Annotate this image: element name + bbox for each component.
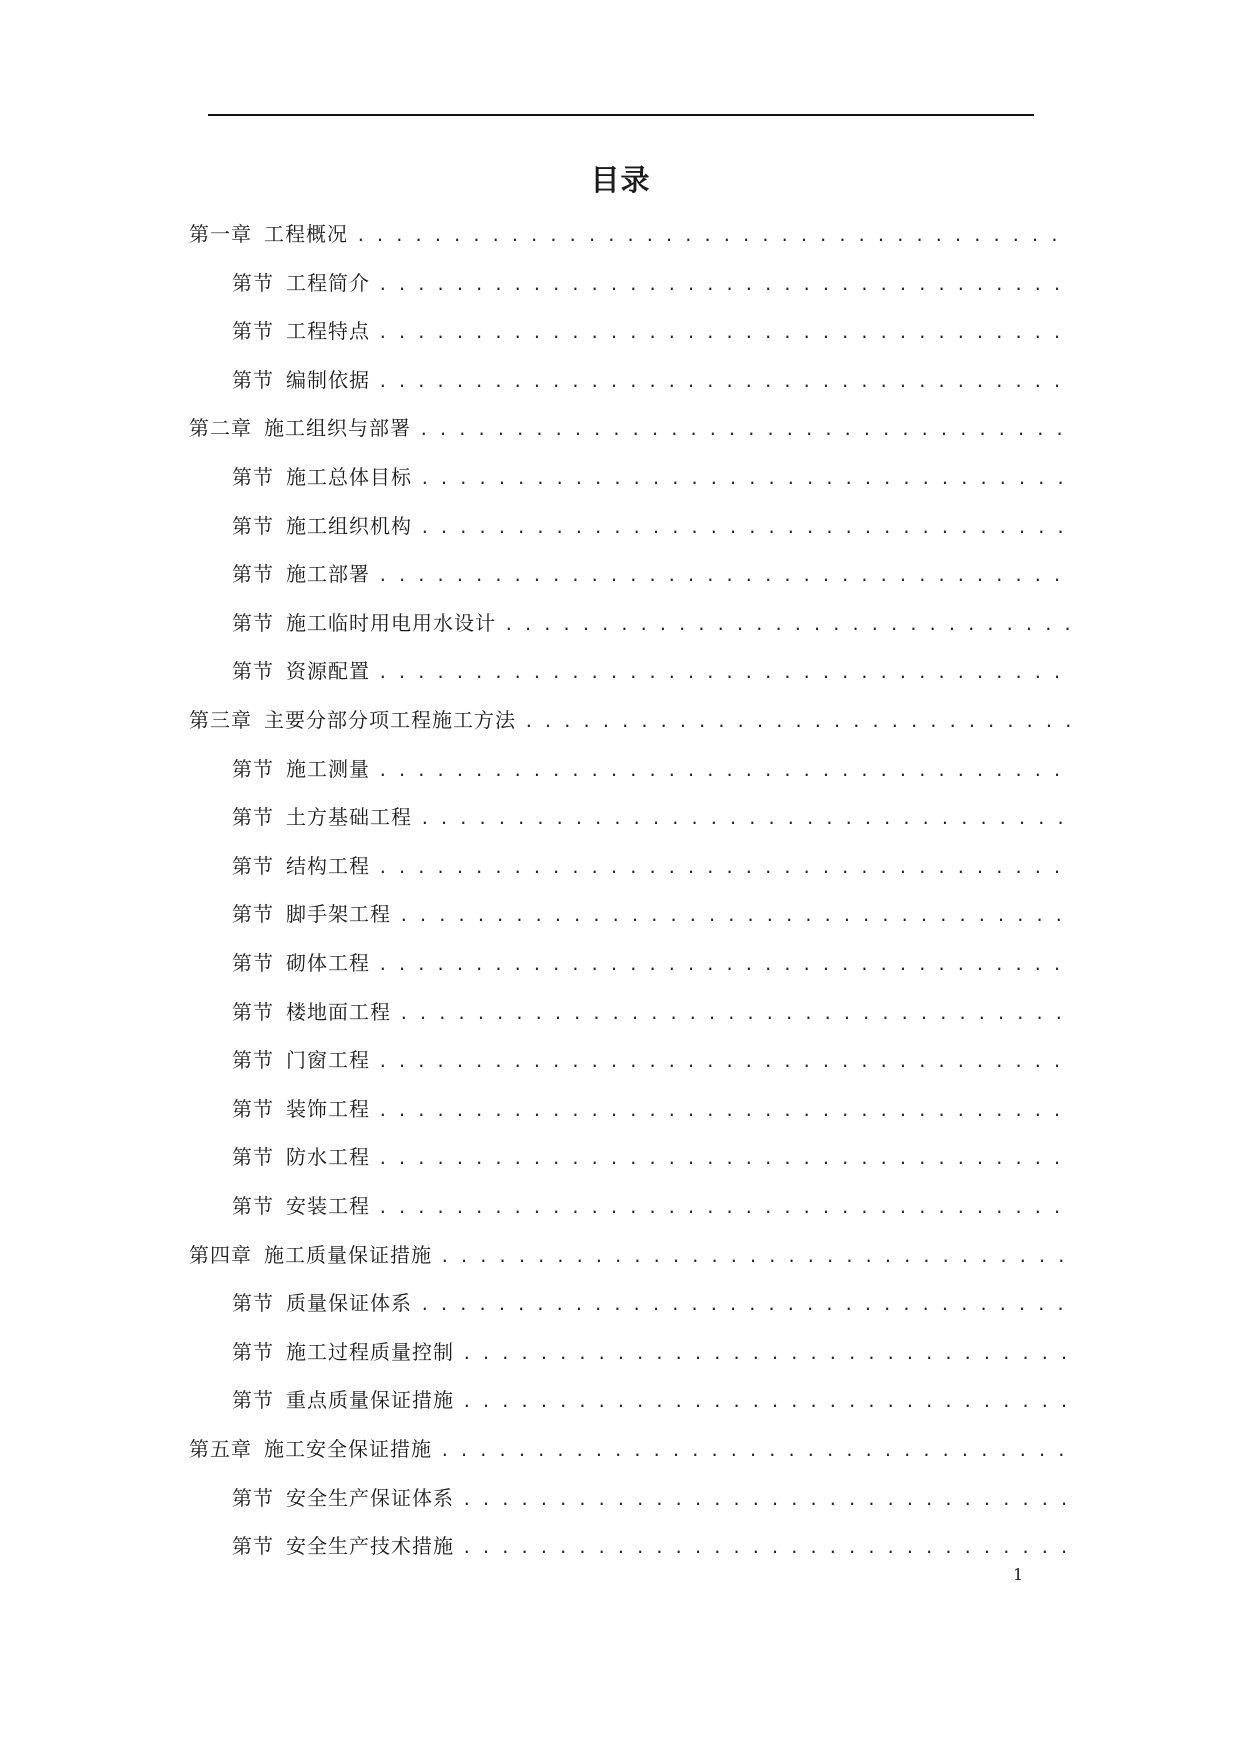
toc-dot-leader	[378, 950, 1070, 980]
page-number: 1	[1013, 1565, 1024, 1584]
toc-dot-leader	[378, 1193, 1070, 1223]
toc-entry-number: 第节	[232, 854, 274, 878]
toc-dot-leader	[420, 513, 1070, 543]
toc-section-entry[interactable]	[232, 754, 1070, 784]
page-title: 目录	[590, 163, 651, 197]
toc-entry-title: 工程概况	[264, 222, 348, 246]
toc-entry-number: 第节	[232, 368, 274, 392]
toc-entry-title: 主要分部分项工程施工方法	[264, 708, 516, 732]
toc-section-entry[interactable]	[232, 899, 1070, 929]
toc-section-entry[interactable]	[232, 802, 1070, 832]
toc-entry-title: 施工总体目标	[286, 465, 412, 489]
toc-entry-title: 资源配置	[286, 659, 370, 683]
toc-chapter-entry[interactable]	[189, 413, 1070, 443]
toc-entry-title: 重点质量保证措施	[286, 1388, 454, 1412]
toc-section-entry[interactable]	[232, 511, 1070, 541]
toc-dot-leader	[504, 610, 1070, 640]
toc-entry-title: 土方基础工程	[286, 805, 412, 829]
toc-entry-title: 安全生产技术措施	[286, 1534, 454, 1558]
toc-entry-number: 第节	[232, 1534, 274, 1558]
toc-entry-number: 第节	[232, 1291, 274, 1315]
toc-section-entry[interactable]	[232, 559, 1070, 589]
toc-entry-number: 第节	[232, 1145, 274, 1169]
toc-entry-number: 第五章	[189, 1437, 252, 1461]
toc-dot-leader	[378, 1096, 1070, 1126]
toc-entry-title: 工程特点	[286, 319, 370, 343]
toc-chapter-entry[interactable]	[189, 705, 1070, 735]
toc-entry-title: 质量保证体系	[286, 1291, 412, 1315]
toc-entry-number: 第三章	[189, 708, 252, 732]
toc-chapter-entry[interactable]	[189, 1434, 1070, 1464]
toc-entry-number: 第节	[232, 1340, 274, 1364]
toc-entry-title: 编制依据	[286, 368, 370, 392]
toc-entry-title: 施工安全保证措施	[264, 1437, 432, 1461]
toc-entry-title: 脚手架工程	[286, 902, 391, 926]
toc-entry-number: 第节	[232, 465, 274, 489]
toc-entry-number: 第节	[232, 1097, 274, 1121]
toc-entry-number: 第节	[232, 514, 274, 538]
toc-dot-leader	[399, 999, 1070, 1029]
toc-dot-leader	[378, 756, 1070, 786]
toc-dot-leader	[420, 804, 1070, 834]
toc-section-entry[interactable]	[232, 1288, 1070, 1318]
toc-entry-title: 结构工程	[286, 854, 370, 878]
toc-section-entry[interactable]	[232, 1191, 1070, 1221]
toc-entry-title: 装饰工程	[286, 1097, 370, 1121]
toc-entry-number: 第四章	[189, 1243, 252, 1267]
toc-entry-title: 防水工程	[286, 1145, 370, 1169]
toc-dot-leader	[524, 707, 1070, 737]
toc-entry-number: 第节	[232, 659, 274, 683]
toc-entry-number: 第节	[232, 1388, 274, 1412]
toc-dot-leader	[378, 1047, 1070, 1077]
toc-section-entry[interactable]	[232, 656, 1070, 686]
toc-dot-leader	[378, 270, 1070, 300]
toc-dot-leader	[378, 658, 1070, 688]
toc-entry-number: 第节	[232, 1000, 274, 1024]
toc-section-entry[interactable]	[232, 1531, 1070, 1561]
toc-dot-leader	[462, 1339, 1070, 1369]
toc-section-entry[interactable]	[232, 1045, 1070, 1075]
toc-entry-title: 门窗工程	[286, 1048, 370, 1072]
toc-dot-leader	[462, 1485, 1070, 1515]
toc-dot-leader	[440, 1436, 1070, 1466]
toc-entry-number: 第节	[232, 562, 274, 586]
toc-entry-number: 第一章	[189, 222, 252, 246]
toc-section-entry[interactable]	[232, 1385, 1070, 1415]
toc-dot-leader	[399, 901, 1070, 931]
toc-entry-number: 第节	[232, 319, 274, 343]
toc-entry-number: 第节	[232, 611, 274, 635]
toc-entry-number: 第二章	[189, 416, 252, 440]
toc-entry-title: 砌体工程	[286, 951, 370, 975]
toc-section-entry[interactable]	[232, 1094, 1070, 1124]
toc-entry-number: 第节	[232, 757, 274, 781]
toc-entry-number: 第节	[232, 805, 274, 829]
toc-section-entry[interactable]	[232, 608, 1070, 638]
toc-section-entry[interactable]	[232, 365, 1070, 395]
toc-dot-leader	[462, 1387, 1070, 1417]
toc-entry-number: 第节	[232, 271, 274, 295]
toc-dot-leader	[419, 415, 1070, 445]
toc-section-entry[interactable]	[232, 268, 1070, 298]
toc-entry-title: 施工组织机构	[286, 514, 412, 538]
toc-dot-leader	[356, 221, 1070, 251]
toc-entry-title: 施工过程质量控制	[286, 1340, 454, 1364]
toc-dot-leader	[378, 367, 1070, 397]
toc-section-entry[interactable]	[232, 1483, 1070, 1513]
toc-section-entry[interactable]	[232, 1142, 1070, 1172]
toc-section-entry[interactable]	[232, 316, 1070, 346]
toc-dot-leader	[378, 561, 1070, 591]
toc-dot-leader	[420, 1290, 1070, 1320]
toc-section-entry[interactable]	[232, 948, 1070, 978]
toc-dot-leader	[420, 464, 1070, 494]
toc-entry-title: 施工质量保证措施	[264, 1243, 432, 1267]
toc-chapter-entry[interactable]	[189, 1240, 1070, 1270]
toc-entry-number: 第节	[232, 902, 274, 926]
toc-section-entry[interactable]	[232, 997, 1070, 1027]
toc-section-entry[interactable]	[232, 1337, 1070, 1367]
toc-entry-number: 第节	[232, 1486, 274, 1510]
toc-section-entry[interactable]	[232, 851, 1070, 881]
toc-dot-leader	[440, 1242, 1070, 1272]
toc-dot-leader	[378, 853, 1070, 883]
toc-entry-title: 施工临时用电用水设计	[286, 611, 496, 635]
toc-entry-number: 第节	[232, 1048, 274, 1072]
toc-entry-title: 施工部署	[286, 562, 370, 586]
toc-entry-title: 施工组织与部署	[264, 416, 411, 440]
toc-section-entry[interactable]	[232, 462, 1070, 492]
toc-entry-title: 施工测量	[286, 757, 370, 781]
toc-entry-title: 安全生产保证体系	[286, 1486, 454, 1510]
toc-dot-leader	[378, 318, 1070, 348]
toc-entry-title: 楼地面工程	[286, 1000, 391, 1024]
toc-chapter-entry[interactable]	[189, 219, 1070, 249]
toc-entry-number: 第节	[232, 1194, 274, 1218]
toc-dot-leader	[462, 1533, 1070, 1563]
toc-entry-title: 工程简介	[286, 271, 370, 295]
toc-entry-number: 第节	[232, 951, 274, 975]
toc-dot-leader	[378, 1144, 1070, 1174]
toc-entry-title: 安装工程	[286, 1194, 370, 1218]
